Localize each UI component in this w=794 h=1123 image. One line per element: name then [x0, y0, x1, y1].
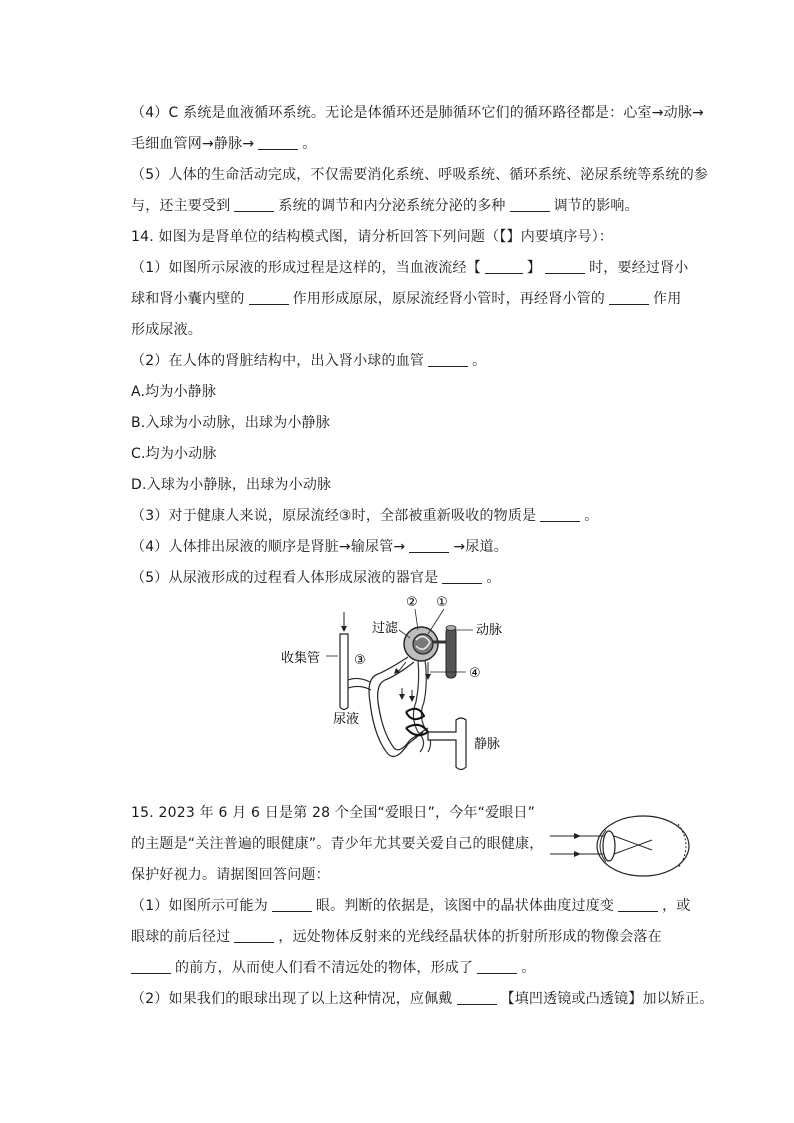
text: 时，要经过肾小 — [589, 260, 689, 276]
q14-part1-line2 — [131, 289, 681, 309]
text: 系统的调节和内分泌系统分泌的多种 — [278, 198, 506, 214]
q15-stem-line1: 15. 2023 年 6 月 6 日是第 28 个全国“爱眼日”，今年“爱眼日” — [131, 805, 536, 821]
q14-part2 — [131, 351, 486, 371]
q15-stem-line2: 的主题是“关注普遍的眼健康”。青少年尤其要关爱自己的眼健康， — [131, 836, 544, 852]
leader-line — [428, 609, 444, 634]
label-n1: ① — [436, 595, 448, 610]
text: （3）对于健康人来说，原尿流经③时，全部被重新吸收的物质是 — [131, 508, 537, 524]
flow-arrow-head — [399, 694, 405, 700]
collecting-duct — [340, 634, 348, 710]
text: 作用形成原尿，原尿流经肾小管时，再经肾小管的 — [292, 291, 606, 307]
q14-option-a[interactable]: A.均为小静脉 — [131, 384, 217, 400]
label-filter: 过滤 — [372, 621, 399, 636]
nephron-diagram — [278, 592, 538, 772]
text: 。 — [486, 570, 501, 586]
label-vein: 静脉 — [474, 737, 501, 752]
label-n3: ③ — [354, 653, 366, 668]
q13-part5-line1: （5）人体的生命活动完成，不仅需要消化系统、呼吸系统、循环系统、泌尿系统等系统的参 — [131, 167, 709, 183]
q14-part1-line1 — [131, 258, 689, 278]
answer-blank[interactable] — [249, 290, 289, 305]
text: 眼。判断的依据是，该图中的晶状体曲度过度变 — [315, 898, 615, 914]
text: 。 — [302, 136, 317, 152]
text: →尿道。 — [453, 539, 508, 555]
q15-part1-line1 — [131, 896, 691, 916]
text: （1）如图所示尿液的形成过程是这样的，当血液流经【 — [131, 260, 481, 276]
text: （1）如图所示可能为 — [131, 898, 268, 914]
text: （2）在人体的肾脏结构中，出入肾小球的血管 — [131, 353, 425, 369]
q13-part4-line1: （4）C 系统是血液循环系统。无论是体循环还是肺循环它们的循环路径都是：心室→动脉→ — [131, 105, 704, 121]
eye-diagram — [548, 808, 694, 886]
text: （5）从尿液形成的过程看人体形成尿液的器官是 — [131, 570, 439, 586]
ray-arrow-head — [574, 833, 581, 839]
answer-blank[interactable] — [477, 959, 517, 974]
text: ，或 — [662, 898, 691, 914]
q15-part2 — [131, 989, 714, 1009]
q14-option-c[interactable]: C.均为小动脉 — [131, 446, 217, 462]
answer-blank[interactable] — [618, 897, 658, 912]
q14-part1-line3: 形成尿液。 — [131, 322, 202, 338]
q13-part5-line2 — [131, 196, 639, 216]
answer-blank[interactable] — [457, 990, 497, 1005]
label-artery: 动脉 — [476, 623, 503, 638]
lens — [603, 831, 615, 861]
answer-blank[interactable] — [485, 259, 523, 274]
text: 毛细血管网→静脉→ — [131, 136, 255, 152]
answer-blank[interactable] — [428, 352, 468, 367]
answer-blank[interactable] — [409, 538, 449, 553]
text: 与，还主要受到 — [131, 198, 231, 214]
vein-vessel — [428, 718, 466, 770]
text: ，远处物体反射来的光线经晶状体的折射所形成的物像会落在 — [278, 929, 662, 945]
answer-blank[interactable] — [510, 197, 550, 212]
answer-blank[interactable] — [234, 197, 274, 212]
answer-blank[interactable] — [540, 507, 580, 522]
text: 。 — [521, 960, 536, 976]
inflow-arrow-head — [341, 626, 347, 632]
text: 眼球的前后径过 — [131, 929, 231, 945]
q15-part1-line3 — [131, 958, 535, 978]
label-n4: ④ — [469, 666, 481, 681]
answer-blank[interactable] — [442, 569, 482, 584]
text: 调节的影响。 — [553, 198, 639, 214]
q14-option-d[interactable]: D.入球为小静脉，出球为小动脉 — [131, 477, 332, 493]
leader-line — [415, 609, 418, 630]
answer-blank[interactable] — [272, 897, 312, 912]
artery-vessel — [446, 628, 456, 678]
q15-stem-line3: 保护好视力。请据图回答问题： — [131, 867, 330, 883]
ray-arrow-head — [574, 851, 581, 857]
label-collecting-duct: 收集管 — [281, 651, 321, 666]
answer-blank[interactable] — [131, 959, 171, 974]
q14-part3 — [131, 506, 598, 526]
text: 。 — [584, 508, 599, 524]
text: 作用 — [653, 291, 682, 307]
flow-arrow-head — [409, 696, 415, 702]
text: 】 — [526, 260, 542, 276]
label-urine: 尿液 — [333, 712, 360, 727]
answer-blank[interactable] — [258, 135, 298, 150]
text: 球和肾小囊内壁的 — [131, 291, 245, 307]
q13-part4-line2 — [131, 134, 316, 154]
artery-end — [446, 626, 456, 631]
answer-blank[interactable] — [545, 259, 585, 274]
answer-blank[interactable] — [609, 290, 649, 305]
label-n2: ② — [406, 595, 418, 610]
q14-part5 — [131, 568, 501, 588]
text: 的前方，从而使人们看不清远处的物体，形成了 — [175, 960, 474, 976]
text: （4）人体排出尿液的顺序是肾脏→输尿管→ — [131, 539, 406, 555]
text: 。 — [472, 353, 487, 369]
tubule-connection — [348, 678, 371, 690]
q15-part1-line2 — [131, 927, 662, 947]
answer-blank[interactable] — [234, 928, 274, 943]
q14-option-b[interactable]: B.入球为小动脉，出球为小静脉 — [131, 415, 331, 431]
q14-stem: 14. 如图为是肾单位的结构模式图，请分析回答下列问题（【】内要填序号）： — [131, 229, 614, 245]
text: 【填凹透镜或凸透镜】加以矫正。 — [500, 991, 714, 1007]
q14-part4 — [131, 537, 508, 557]
text: （2）如果我们的眼球出现了以上这种情况，应佩戴 — [131, 991, 453, 1007]
